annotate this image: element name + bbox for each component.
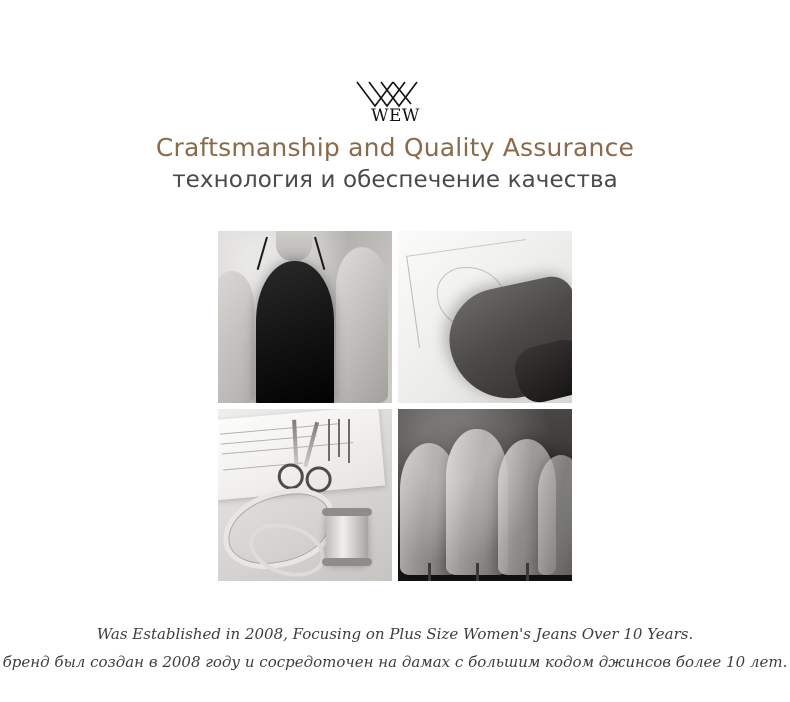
- heading-english: Craftsmanship and Quality Assurance: [155, 133, 635, 162]
- caption-russian: бренд был создан в 2008 году и сосредоточен на дамах с большим кодом джинсов более 10 лет.: [2, 652, 788, 671]
- gallery-image-hand-sketching-design: [398, 231, 572, 403]
- footer-captions: [3, 623, 788, 673]
- brand-logo: [345, 78, 445, 124]
- gallery-image-row-of-dress-forms: [398, 409, 572, 581]
- image-gallery: [218, 231, 572, 583]
- heading-russian: технология и обеспечение качества: [172, 167, 618, 193]
- gallery-image-sewing-tools-tape-measure: [218, 409, 392, 581]
- gallery-image-mannequin-black-dress: [218, 231, 392, 403]
- svg-text:WEW: WEW: [371, 106, 420, 124]
- headings-block: [156, 132, 634, 195]
- caption-english: Was Established in 2008, Focusing on Plus Size Women's Jeans Over 10 Years.: [96, 625, 694, 644]
- wew-monogram-logo: [347, 78, 443, 124]
